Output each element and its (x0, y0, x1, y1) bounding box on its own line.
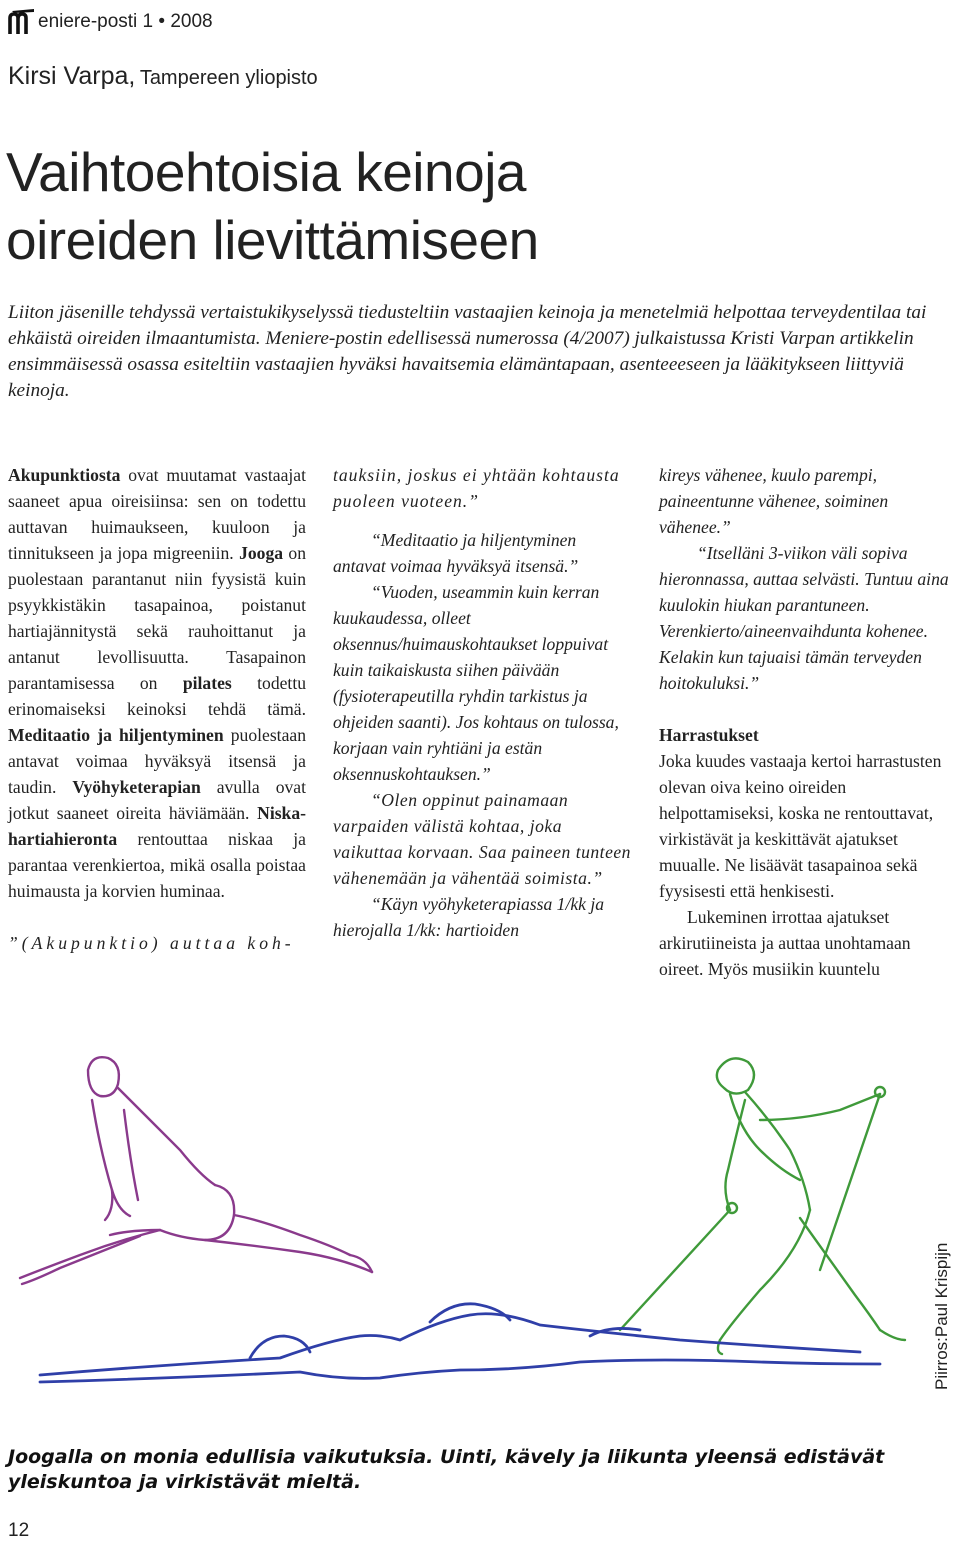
quote-paragraph: tauksiin, joskus ei yhtään kohtausta puoleen vuoteen.” (333, 465, 620, 511)
title-line-1: Vaihtoehtoisia keinoja (6, 141, 527, 203)
column-3 (659, 462, 958, 982)
yoga-lunge-figure-icon (20, 1057, 372, 1284)
page-header (8, 6, 213, 38)
nordic-walker-figure-icon (620, 1058, 905, 1354)
meniere-m-logo-icon (8, 8, 36, 36)
image-caption: Joogalla on monia edullisia vaikutuksia. Uinti, kävely ja liikunta yleensä edistävät yleiskuntoa ja virkistävät mieltä. (8, 1446, 885, 1493)
quote-paragraph: “Käyn vyöhyketerapiassa 1/kk ja hierojalla 1/kk: hartioiden (333, 894, 605, 940)
publication-issue: eniere-posti 1 • 2008 (38, 11, 213, 32)
quote-paragraph: kireys vähenee, kuulo parempi, paineentunne vähenee, soiminen vähenee.” (659, 465, 889, 537)
text-run: todettu erinomaiseksi keinoksi tehdä tämä. (8, 673, 307, 719)
text-run: avulla ovat jotkut saaneet oireita häviämään. (8, 777, 306, 823)
column-1-paragraph (8, 462, 306, 904)
author-line (8, 62, 318, 91)
quote-paragraph: “Olen oppinut painamaan varpaiden välistä kohtaa, joka vaikuttaa korvaan. Saa paineen tunteen vähenemään ja vähentää soimista.” (333, 790, 631, 888)
section-heading-harrastukset: Harrastukset (659, 725, 759, 745)
page-number: 12 (8, 1520, 30, 1541)
term-vyohyketerapia: Vyöhyketerapian (72, 777, 201, 797)
text-run: puolestaan antavat voimaa hyväksyä itsensä ja taudin. (8, 725, 306, 797)
author-name: Kirsi Varpa, (8, 62, 136, 90)
term-jooga: Jooga (239, 543, 284, 563)
author-affiliation: Tampereen yliopisto (139, 67, 318, 89)
title-line-2: oireiden lievittämiseen (6, 209, 539, 271)
quote-paragraph: “Meditaatio ja hiljentyminen antavat voimaa hyväksyä itsensä.” (333, 530, 579, 576)
body-paragraph: Lukeminen irrottaa ajatukset arkirutiineista ja auttaa unohtamaan oireet. Myös musiikin kuuntelu (659, 907, 911, 979)
column-2 (333, 462, 632, 943)
body-paragraph: Joka kuudes vastaaja kertoi harrastusten olevan oiva keino oireiden helpottamiseksi, koska ne rentouttavat, virkistävät ja keskittävät ajatukset muualle. Ne lisäävät tasapainoa sekä fyysisesti että henkisesti. (659, 751, 942, 901)
term-niska-hartiahieronta: Niska-hartiahieronta (8, 803, 306, 849)
text-run: on puolestaan parantanut niin fyysistä kuin psyykkistäkin tasapainoa, poistanut hartiajännitystä sekä rauhoittanut ja antanut levollisuutta. Tasapainon parantamisessa on (8, 543, 307, 693)
text-run: rentouttaa niskaa ja parantaa verenkiertoa, mikä osalla poistaa huimausta ja korvien huminaa. (8, 829, 306, 901)
column-1 (8, 462, 306, 956)
quote-paragraph: “Itselläni 3-viikon väli sopiva hieronnassa, auttaa selvästi. Tuntuu aina kuulokin hiukan parantuneen. Verenkierto/aineenvaihdunta kohenee. Kelakin kun tajuaisi tämän terveyden hoitokuluksi.” (659, 543, 949, 693)
quote-paragraph: “Vuoden, useammin kuin kerran kuukaudessa, olleet oksennus/huimauskohtaukset loppuivat kuin taikaiskusta siihen päivään (fysioterapeutilla ryhdin tarkistus ja ohjeiden saanti). Jos kohtaus on tulossa, korjaan vain ryhtiäni ja estän oksennuskohtauksen.” (333, 582, 619, 784)
illustration-credit: Piirros:Paul Krispijn (932, 1242, 951, 1390)
term-meditaatio: Meditaatio ja hiljentyminen (8, 725, 224, 745)
article-title (6, 138, 539, 274)
swimmer-figure-icon (40, 1304, 880, 1382)
exercise-illustration (0, 1040, 960, 1440)
term-pilates: pilates (182, 673, 232, 693)
text-run: ovat muutamat vastaajat saaneet apua oireisiinsa: sen on todettu auttavan huimaukseen, kuuloon ja tinnitukseen ja jopa migreeniin. (8, 465, 306, 563)
lead-paragraph: Liiton jäsenille tehdyssä vertaistukikyselyssä tiedusteltiin vastaajien keinoja ja menetelmiä helpottaa terveydentilaa tai ehkäistä oireiden ilmaantumista. Meniere-postin edellisessä numerossa (4/2007) julkaistussa Kristi Varpan artikkelin ensimmäisessä osassa esiteltiin vastaajien hyväksi havaitsemia elämäntapaan, asenteeeseen ja lääkitykseen liittyviä keinoja. (8, 302, 927, 401)
term-akupunktio: Akupunktiosta (8, 465, 121, 485)
quote-start: ”(Akupunktio) auttaa koh- (8, 933, 295, 953)
